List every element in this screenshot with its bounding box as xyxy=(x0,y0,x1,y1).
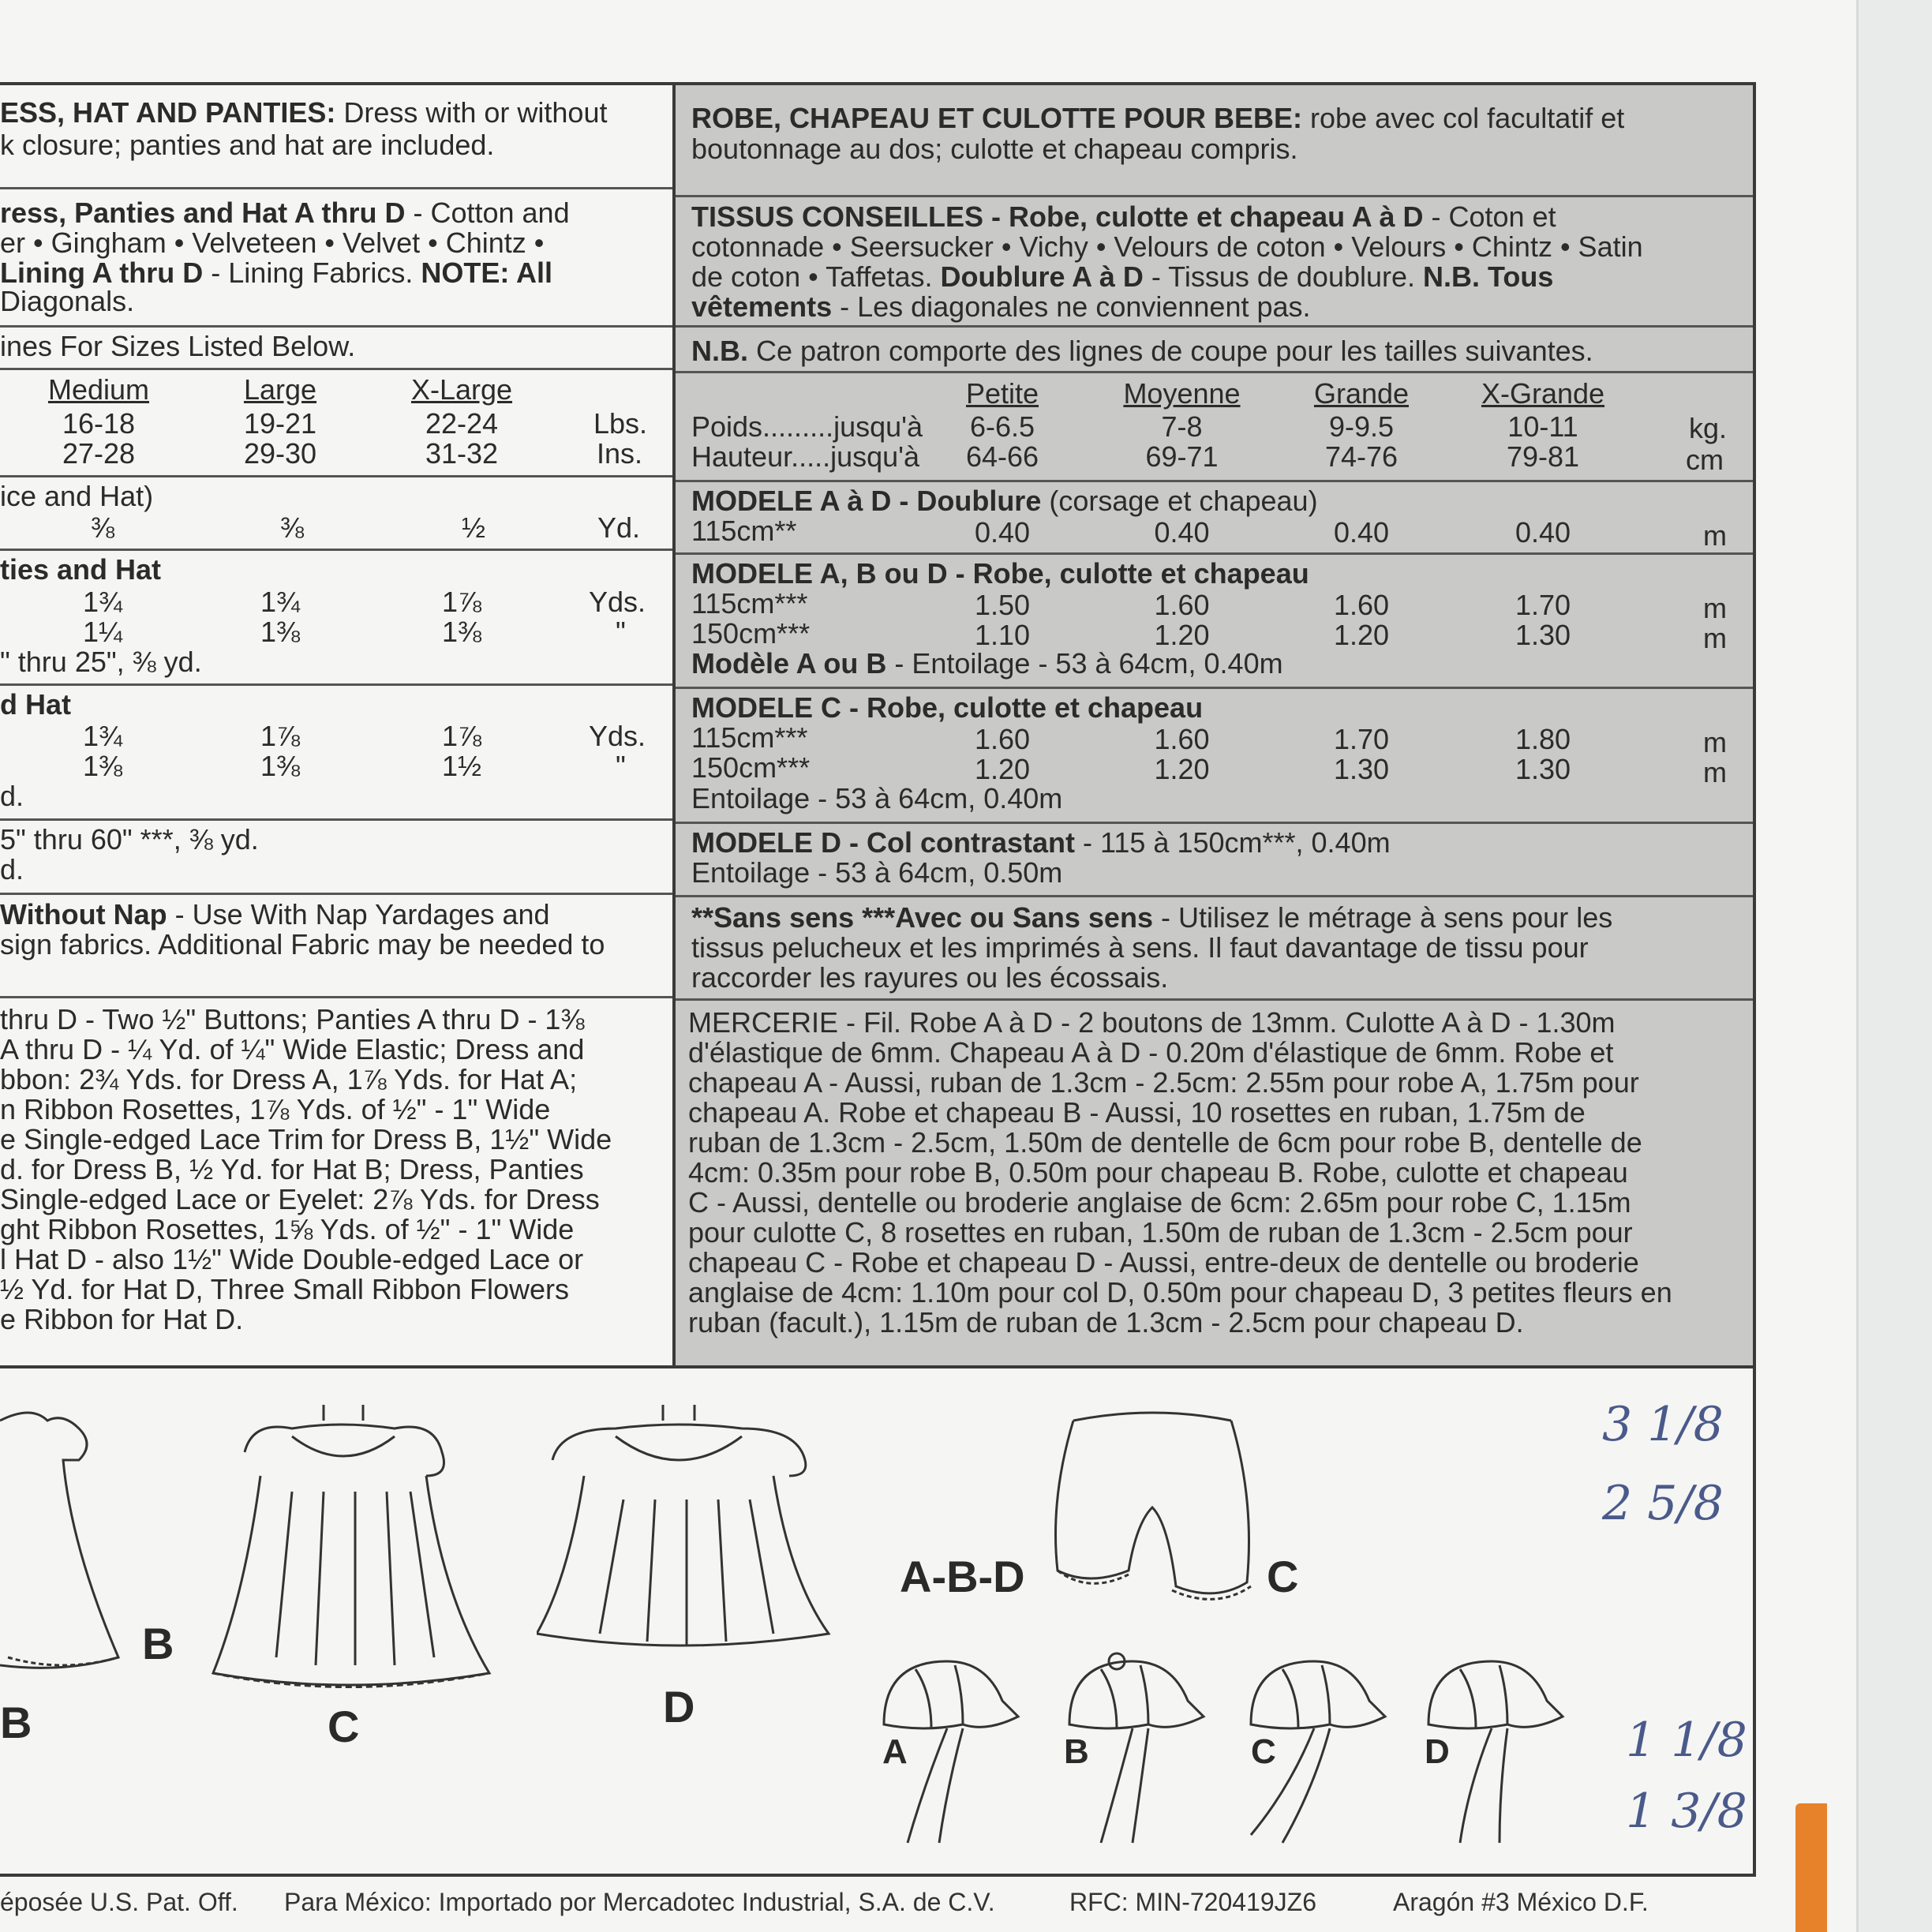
notions-line: ½ Yd. for Hat D, Three Small Ribbon Flowers xyxy=(0,1273,569,1305)
rule xyxy=(0,187,672,189)
c-yardage: 1¾ xyxy=(82,720,123,752)
panties-label-abd: A-B-D xyxy=(900,1552,1025,1601)
abd-meters: 1.10 xyxy=(974,619,1031,651)
left-header-line1: ESS, HAT AND PANTIES: Dress with or without xyxy=(0,96,608,129)
panties-illustration xyxy=(1042,1405,1263,1618)
notions-line: e Single-edged Lace Trim for Dress B, 1½" Wide xyxy=(0,1123,612,1155)
nap-fr-line3: raccorder les rayures ou les écossais. xyxy=(691,961,1169,994)
mercerie-line: ruban (facult.), 1.15m de ruban de 1.3cm - 2.5cm pour chapeau D. xyxy=(688,1306,1524,1339)
hauteur-value: 74-76 xyxy=(1324,440,1398,473)
rule xyxy=(676,325,1753,328)
c-yardage: 1⅜ xyxy=(82,750,123,782)
dress-d-illustration xyxy=(537,1397,837,1665)
height-value: 29-30 xyxy=(243,437,317,470)
mercerie-line: pour culotte C, 8 rosettes en ruban, 1.50m de ruban de 1.3cm - 2.5cm pour xyxy=(688,1216,1633,1249)
hauteur-unit: cm xyxy=(1686,444,1724,476)
size-medium: Medium xyxy=(47,373,150,406)
abd-meters: 1.50 xyxy=(974,589,1031,621)
notions-line: e Ribbon for Hat D. xyxy=(0,1303,244,1335)
footer-address: Aragón #3 México D.F. xyxy=(1393,1888,1649,1916)
view-label-c: C xyxy=(328,1702,360,1751)
abd-note: " thru 25", ⅜ yd. xyxy=(0,646,202,678)
hauteur-value: 64-66 xyxy=(965,440,1039,473)
c-yardage: 1⅞ xyxy=(441,720,482,752)
poids-value: 9-9.5 xyxy=(1328,410,1395,443)
nap-fr-line2: tissus pelucheux et les imprimés à sens. Il faut davantage de tissu pour xyxy=(691,931,1589,964)
right-sizes-note: N.B. Ce patron comporte des lignes de coupe pour les tailles suivantes. xyxy=(691,335,1593,367)
mercerie-line: d'élastique de 6mm. Chapeau A à D - 0.20m d'élastique de 6mm. Robe et xyxy=(688,1036,1614,1069)
c-meters: 1.60 xyxy=(974,723,1031,755)
left-fabrics-line3: Lining A thru D - Lining Fabrics. NOTE: All xyxy=(0,256,553,289)
c-interfacing: Entoilage - 53 à 64cm, 0.40m xyxy=(691,782,1063,814)
mercerie-line: chapeau A - Aussi, ruban de 1.3cm - 2.5cm: 2.55m pour robe A, 1.75m pour xyxy=(688,1066,1639,1099)
rule xyxy=(676,195,1753,197)
c-title: MODELE C - Robe, culotte et chapeau xyxy=(691,691,1204,724)
hat-label-a: A xyxy=(882,1732,908,1771)
right-header-line2: boutonnage au dos; culotte et chapeau compris. xyxy=(691,133,1298,165)
view-label-b-partial: B xyxy=(0,1698,32,1747)
right-fabrics-line2: cotonnade • Seersucker • Vichy • Velours de coton • Velours • Chintz • Satin xyxy=(691,230,1643,263)
abd-meters: 1.60 xyxy=(1154,589,1210,621)
left-header-line2: k closure; panties and hat are included. xyxy=(0,129,495,161)
hat-label-b: B xyxy=(1064,1732,1089,1771)
handwritten-note: 1 3/8 xyxy=(1626,1784,1747,1839)
notions-line: thru D - Two ½" Buttons; Panties A thru D - 1⅜ xyxy=(0,1003,585,1035)
abd-yardage: 1¼ xyxy=(82,616,123,648)
ditto-mark: " xyxy=(616,616,626,648)
c-meters: 1.30 xyxy=(1515,753,1571,785)
c-unit: Yds. xyxy=(589,720,646,752)
notions-line: l Hat D - also 1½" Wide Double-edged Lace or xyxy=(0,1243,584,1275)
rule xyxy=(0,818,672,821)
poids-value: 6-6.5 xyxy=(969,410,1035,443)
fabric-width: 150cm*** xyxy=(691,617,811,650)
fabric-width: 150cm*** xyxy=(691,751,811,784)
weight-unit: Lbs. xyxy=(593,407,648,440)
height-value: 27-28 xyxy=(62,437,136,470)
abd-label: ties and Hat xyxy=(0,553,162,586)
d-interfacing: Entoilage - 53 à 64cm, 0.50m xyxy=(691,856,1063,889)
rule xyxy=(0,893,672,895)
size-moyenne: Moyenne xyxy=(1123,377,1241,410)
c-meters: 1.30 xyxy=(1333,753,1390,785)
abd-yardage: 1⅜ xyxy=(260,616,301,648)
handwritten-note: 1 1/8 xyxy=(1626,1713,1747,1768)
panties-label-c: C xyxy=(1267,1552,1299,1601)
abd-meters: 1.60 xyxy=(1333,589,1390,621)
height-unit: Ins. xyxy=(597,437,643,470)
rule xyxy=(0,996,672,998)
c-yardage: 1½ xyxy=(441,750,482,782)
poids-unit: kg. xyxy=(1689,412,1728,444)
table-bottom-rule xyxy=(0,1365,1753,1368)
footer-rfc: RFC: MIN-720419JZ6 xyxy=(1069,1888,1316,1916)
c-meters: 1.60 xyxy=(1154,723,1210,755)
dress-c-illustration xyxy=(197,1397,513,1697)
c-meters: 1.20 xyxy=(1154,753,1210,785)
left-fabrics-line2: er • Gingham • Velveteen • Velvet • Chintz • xyxy=(0,227,545,259)
orange-tab xyxy=(1795,1803,1827,1932)
fabric-width: 115cm** xyxy=(691,515,797,547)
meter-unit: m xyxy=(1703,622,1727,654)
right-fabrics-line1: TISSUS CONSEILLES - Robe, culotte et chapeau A à D - Coton et xyxy=(691,200,1556,233)
meter-unit: m xyxy=(1703,756,1727,788)
d-title: MODELE D - Col contrastant - 115 à 150cm***, 0.40m xyxy=(691,826,1391,859)
weight-value: 16-18 xyxy=(62,407,136,440)
rule xyxy=(676,895,1753,897)
footer-trademark: éposée U.S. Pat. Off. xyxy=(0,1888,238,1916)
right-fabrics-line3: de coton • Taffetas. Doublure A à D - Tissus de doublure. N.B. Tous xyxy=(691,260,1554,293)
lining-title: MODELE A à D - Doublure (corsage et chapeau) xyxy=(691,485,1318,517)
rule xyxy=(0,683,672,686)
ditto-mark: " xyxy=(616,750,626,782)
handwritten-note: 2 5/8 xyxy=(1602,1476,1724,1531)
rule xyxy=(0,475,672,477)
abd-interfacing: Modèle A ou B - Entoilage - 53 à 64cm, 0.40m xyxy=(691,647,1283,680)
mercerie-line: ruban de 1.3cm - 2.5cm, 1.50m de dentelle de 6cm pour robe B, dentelle de xyxy=(688,1126,1642,1159)
rule xyxy=(676,371,1753,373)
lining-yardage: ½ xyxy=(461,511,486,544)
abd-meters: 1.70 xyxy=(1515,589,1571,621)
dress-b-illustration xyxy=(0,1389,142,1705)
c-meters: 1.20 xyxy=(974,753,1031,785)
c-meters: 1.70 xyxy=(1333,723,1390,755)
c-meters: 1.80 xyxy=(1515,723,1571,755)
left-fabrics-line1: ress, Panties and Hat A thru D - Cotton and xyxy=(0,197,570,229)
height-value: 31-32 xyxy=(425,437,499,470)
fabric-width: 115cm*** xyxy=(691,721,808,754)
poids-label: Poids.........jusqu'à xyxy=(691,410,923,443)
size-xlarge: X-Large xyxy=(410,373,513,406)
size-large: Large xyxy=(243,373,317,406)
mercerie-line: 4cm: 0.35m pour robe B, 0.50m pour chapeau B. Robe, culotte et chapeau xyxy=(688,1156,1628,1189)
abd-yardage: 1⅜ xyxy=(441,616,482,648)
lining-label: ice and Hat) xyxy=(0,480,154,512)
hat-label-c: C xyxy=(1251,1732,1276,1771)
size-petite: Petite xyxy=(965,377,1039,410)
notions-line: bbon: 2¾ Yds. for Dress A, 1⅞ Yds. for Hat A; xyxy=(0,1063,578,1095)
mercerie-line: C - Aussi, dentelle ou broderie anglaise de 6cm: 2.65m pour robe C, 1.15m xyxy=(688,1186,1631,1219)
notions-line: d. for Dress B, ½ Yd. for Hat B; Dress, Panties xyxy=(0,1153,584,1185)
meter-unit: m xyxy=(1703,592,1727,624)
rule xyxy=(0,325,672,328)
abd-yardage: 1¾ xyxy=(82,586,123,618)
page-edge xyxy=(1856,0,1932,1932)
mercerie-line: chapeau C - Robe et chapeau D - Aussi, entre-deux de dentelle ou broderie xyxy=(688,1246,1639,1279)
d-line1: 5" thru 60" ***, ⅜ yd. xyxy=(0,823,259,856)
view-label-d: D xyxy=(663,1682,695,1732)
size-xgrande: X-Grande xyxy=(1481,377,1605,410)
footer-importer: Para México: Importado por Mercadotec Industrial, S.A. de C.V. xyxy=(284,1888,995,1916)
right-fabrics-line4: vêtements - Les diagonales ne conviennent pas. xyxy=(691,290,1311,323)
c-yardage: 1⅞ xyxy=(260,720,301,752)
mercerie-line: MERCERIE - Fil. Robe A à D - 2 boutons de 13mm. Culotte A à D - 1.30m xyxy=(688,1006,1616,1039)
rule xyxy=(676,480,1753,482)
rule xyxy=(676,822,1753,824)
size-grande: Grande xyxy=(1313,377,1410,410)
d-line2: d. xyxy=(0,853,24,886)
abd-unit: Yds. xyxy=(589,586,646,618)
notions-line: ght Ribbon Rosettes, 1⅝ Yds. of ½" - 1" Wide xyxy=(0,1213,575,1245)
right-header-line1: ROBE, CHAPEAU ET CULOTTE POUR BEBE: robe avec col facultatif et xyxy=(691,102,1625,134)
notions-line: n Ribbon Rosettes, 1⅞ Yds. of ½" - 1" Wide xyxy=(0,1093,551,1125)
abd-yardage: 1⅞ xyxy=(441,586,482,618)
notions-line: A thru D - ¼ Yd. of ¼" Wide Elastic; Dress and xyxy=(0,1033,585,1065)
nap-line1: Without Nap - Use With Nap Yardages and xyxy=(0,898,550,930)
lining-unit: Yd. xyxy=(597,511,641,544)
weight-value: 22-24 xyxy=(425,407,499,440)
lining-meters: 0.40 xyxy=(1154,516,1210,549)
meter-unit: m xyxy=(1703,726,1727,758)
lining-meters: 0.40 xyxy=(974,516,1031,549)
hat-label-d: D xyxy=(1425,1732,1450,1771)
weight-value: 19-21 xyxy=(243,407,317,440)
abd-yardage: 1¾ xyxy=(260,586,301,618)
lining-meters: 0.40 xyxy=(1333,516,1390,549)
lining-yardage: ⅜ xyxy=(279,511,305,544)
left-sizes-note: ines For Sizes Listed Below. xyxy=(0,330,356,362)
rule xyxy=(676,998,1753,1001)
hauteur-value: 69-71 xyxy=(1145,440,1219,473)
column-divider xyxy=(672,82,676,1367)
view-label-b: B xyxy=(142,1619,174,1668)
poids-value: 10-11 xyxy=(1507,410,1578,443)
mercerie-line: chapeau A. Robe et chapeau B - Aussi, 10 rosettes en ruban, 1.75m de xyxy=(688,1096,1586,1129)
rule xyxy=(676,687,1753,689)
lining-meters: 0.40 xyxy=(1515,516,1571,549)
meter-unit: m xyxy=(1703,519,1727,552)
hauteur-label: Hauteur.....jusqu'à xyxy=(691,440,920,473)
lining-yardage: ⅜ xyxy=(90,511,115,544)
handwritten-note: 3 1/8 xyxy=(1602,1397,1724,1452)
nap-fr-line1: **Sans sens ***Avec ou Sans sens - Utilisez le métrage à sens pour les xyxy=(691,901,1613,934)
c-note: d. xyxy=(0,780,24,812)
hauteur-value: 79-81 xyxy=(1506,440,1580,473)
abd-meters: 1.20 xyxy=(1154,619,1210,651)
fabric-width: 115cm*** xyxy=(691,587,808,620)
abd-meters: 1.20 xyxy=(1333,619,1390,651)
nap-line2: sign fabrics. Additional Fabric may be needed to xyxy=(0,928,605,960)
rule xyxy=(0,549,672,551)
abd-title: MODELE A, B ou D - Robe, culotte et chapeau xyxy=(691,557,1309,590)
abd-meters: 1.30 xyxy=(1515,619,1571,651)
left-fabrics-line4: Diagonals. xyxy=(0,285,135,317)
notions-line: Single-edged Lace or Eyelet: 2⅞ Yds. for Dress xyxy=(0,1183,600,1215)
rule xyxy=(676,552,1753,555)
c-label: d Hat xyxy=(0,688,71,721)
poids-value: 7-8 xyxy=(1161,410,1203,443)
rule xyxy=(0,368,672,370)
mercerie-line: anglaise de 4cm: 1.10m pour col D, 0.50m pour chapeau D, 3 petites fleurs en xyxy=(688,1276,1672,1309)
c-yardage: 1⅜ xyxy=(260,750,301,782)
